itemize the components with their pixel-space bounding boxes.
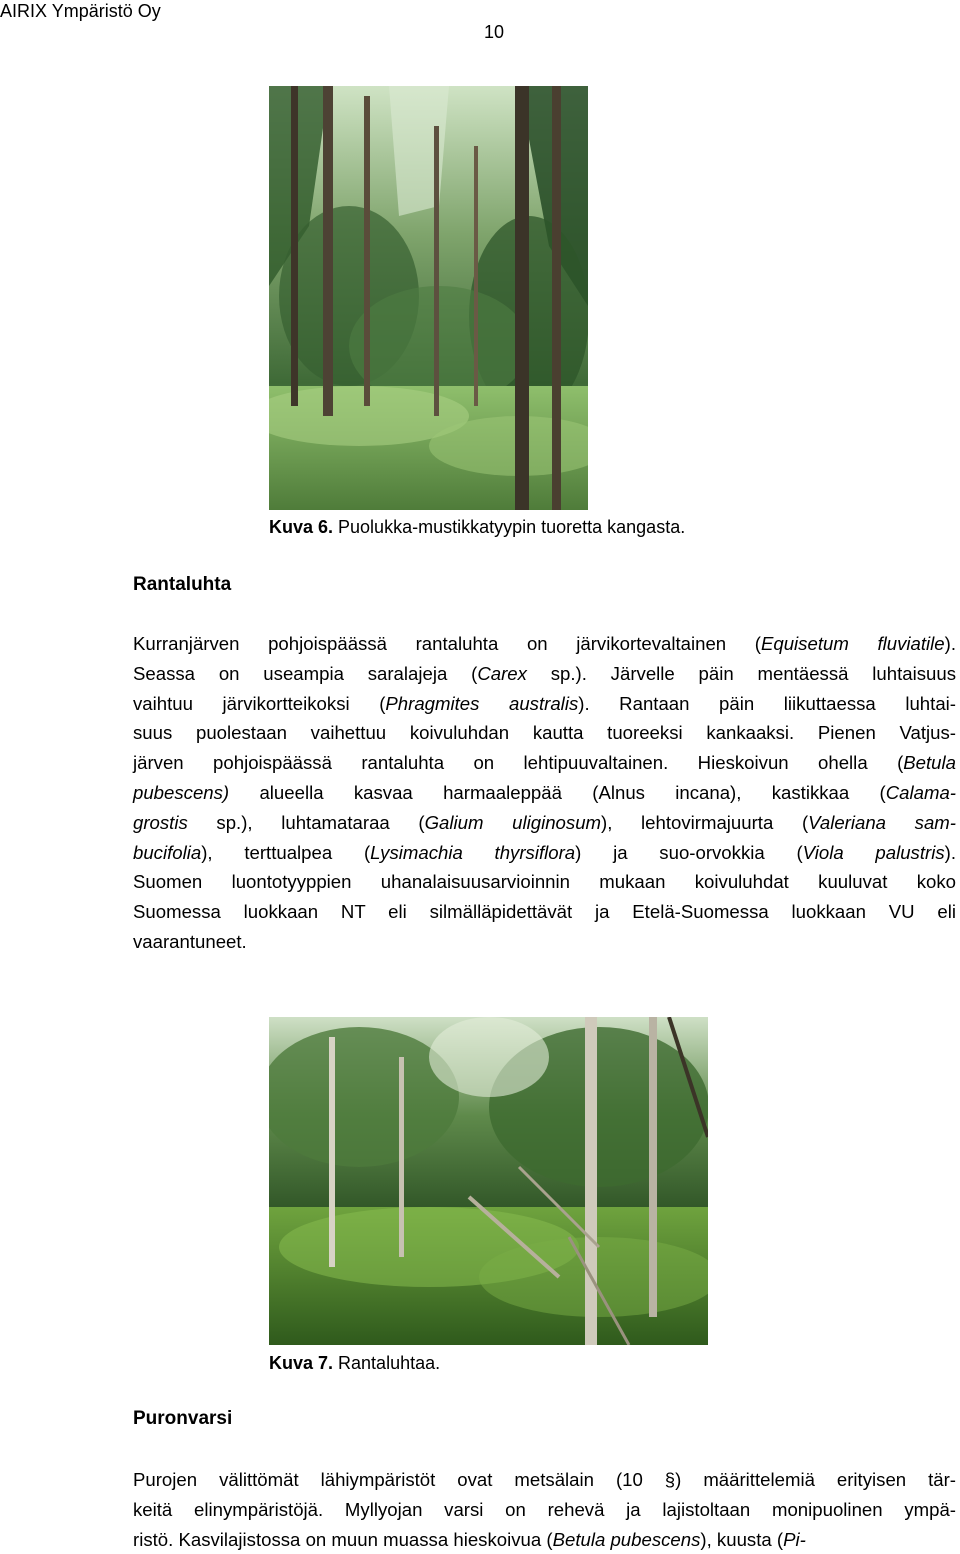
italic-segment: Viola palustris (802, 841, 945, 863)
text-segment: ristö. Kasvilajistossa on muun muassa hieskoivua ( (133, 1528, 553, 1550)
text-segment: keitä elinympäristöjä. Myllyojan varsi on rehevä ja lajistoltaan monipuolinen ympä- (133, 1498, 956, 1520)
text-segment: ). (944, 841, 957, 863)
text-segment: ), lehtovirmajuurta ( (601, 811, 809, 833)
text-segment: ). (944, 633, 956, 654)
text-segment: Kurranjärven pohjoispäässä rantaluhta on järvikortevaltainen ( (133, 633, 761, 654)
section-heading-puronvarsi: Puronvarsi (133, 1408, 233, 1429)
company-name: AIRIX Ympäristö Oy (0, 1, 161, 21)
italic-segment: Lysimachia thyrsiflora (370, 841, 576, 863)
text-segment: ). Rantaan päin liikuttaessa luhtai- (578, 692, 956, 714)
rantaluhta-paragraph (133, 629, 956, 957)
italic-segment: bucifolia (133, 841, 202, 863)
italic-segment: Pi- (783, 1528, 806, 1550)
italic-segment: Equisetum fluviatile (760, 633, 945, 654)
text-segment: suus puolestaan vaihettuu koivuluhdan kautta tuoreeksi kankaaksi. Pienen Vatjus- (133, 722, 956, 744)
shore-meadow-photo (269, 1017, 708, 1345)
text-segment: Seassa on useampia saralajeja ( (133, 662, 478, 684)
text-segment: vaihtuu järvikortteikoksi ( (133, 692, 386, 714)
text-line (133, 778, 956, 808)
puronvarsi-paragraph (133, 1465, 956, 1554)
text-line (133, 659, 956, 689)
text-line (133, 867, 956, 897)
figure-7-text: Rantaluhtaa. (333, 1353, 441, 1373)
text-line (133, 629, 956, 659)
figure-7-caption (269, 1352, 440, 1374)
text-line (133, 748, 956, 778)
text-line (133, 689, 956, 719)
text-segment: järven pohjoispäässä rantaluhta on lehtipuuvaltainen. Hieskoivun ohella ( (133, 752, 904, 774)
text-segment: sp.), luhtamataraa ( (187, 811, 425, 833)
text-line (133, 1465, 956, 1495)
italic-segment: pubescens) (133, 781, 230, 803)
text-segment: vaarantuneet. (133, 930, 247, 952)
text-segment: Suomen luontotyyppien uhanalaisuusarvioinnin mukaan koivuluhdat kuuluvat koko (133, 871, 956, 893)
page-number: 10 (484, 22, 505, 42)
text-line (133, 927, 956, 957)
italic-segment: grostis (133, 811, 188, 833)
text-line (133, 718, 956, 748)
italic-segment: Galium uliginosum (424, 811, 602, 833)
figure-6-caption (269, 516, 685, 538)
text-segment: Purojen välittömät lähiympäristöt ovat metsälain (10 §) määrittelemiä erityisen tär- (133, 1469, 956, 1490)
figure-6-text: Puolukka-mustikkatyypin tuoretta kangasta. (333, 517, 686, 537)
text-segment: Suomessa luokkaan NT eli silmälläpidettävät ja Etelä-Suomessa luokkaan VU eli (133, 901, 956, 923)
text-segment: ), terttualpea ( (201, 841, 371, 863)
italic-segment: Calama- (885, 781, 956, 803)
text-segment: sp.). Järvelle päin mentäessä luhtaisuus (526, 662, 956, 684)
text-line (133, 897, 956, 927)
text-segment: alueella kasvaa harmaaleppää (Alnus incana), kastikkaa ( (229, 781, 886, 803)
text-line (133, 1495, 956, 1525)
section-heading-rantaluhta: Rantaluhta (133, 574, 232, 595)
text-segment: ) ja suo-orvokkia ( (575, 841, 803, 863)
text-line (133, 1525, 956, 1554)
text-line (133, 808, 956, 838)
text-line (133, 838, 956, 868)
italic-segment: Betula pubescens (552, 1528, 701, 1550)
italic-segment: Phragmites australis (385, 692, 579, 714)
figure-7-label: Kuva 7. (269, 1353, 334, 1373)
italic-segment: Carex (477, 662, 527, 684)
figure-6-label: Kuva 6. (269, 517, 334, 537)
text-segment: ), kuusta ( (700, 1528, 784, 1550)
forest-photo (269, 86, 588, 510)
italic-segment: Betula (903, 752, 956, 774)
italic-segment: Valeriana sam- (808, 811, 956, 833)
